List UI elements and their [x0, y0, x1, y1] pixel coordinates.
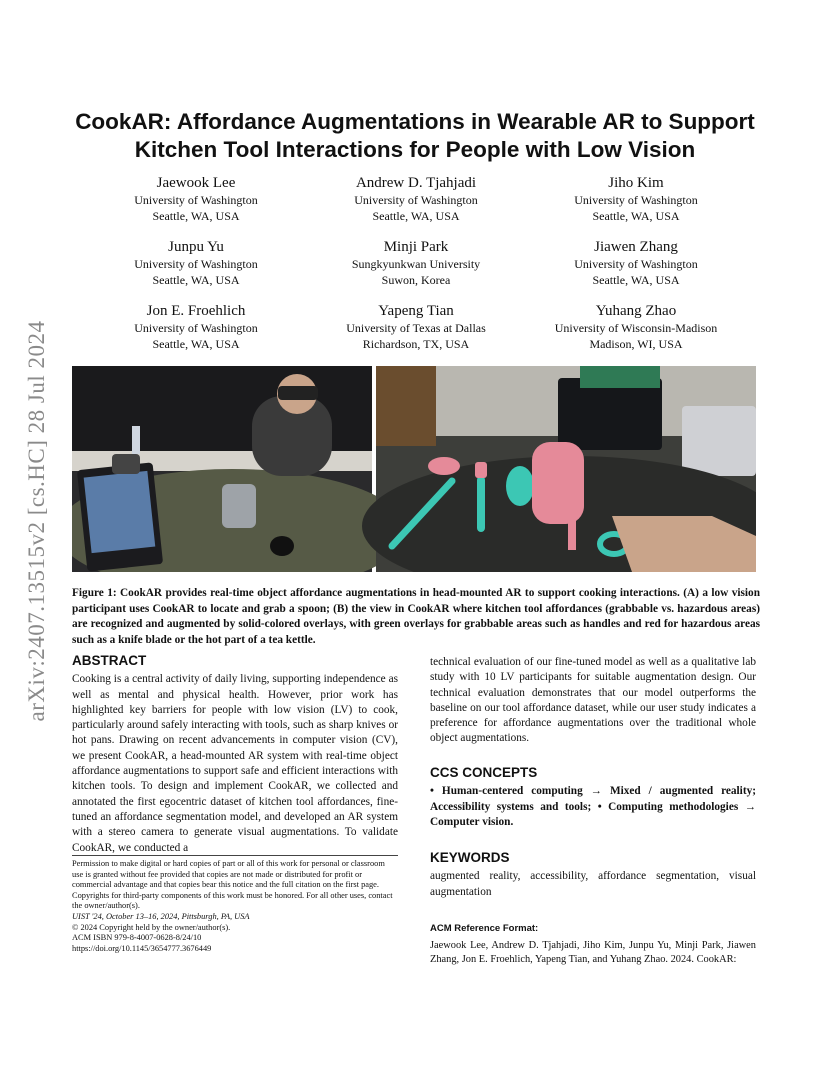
- ccs-heading: CCS CONCEPTS: [430, 765, 538, 780]
- author-name: Jon E. Froehlich: [146, 303, 246, 319]
- copyright-line: © 2024 Copyright held by the owner/author(s).: [72, 922, 231, 932]
- abstract-heading: ABSTRACT: [72, 653, 147, 668]
- author-location: Seattle, WA, USA: [592, 273, 680, 287]
- author-block: [526, 238, 746, 288]
- author-name: Yapeng Tian: [378, 303, 454, 319]
- author-block: [306, 302, 526, 352]
- author-affiliation: University of Washington: [574, 257, 698, 271]
- abstract-continuation: [430, 655, 756, 747]
- author-location: Seattle, WA, USA: [152, 209, 240, 223]
- author-block: [86, 238, 306, 288]
- keywords-section: [430, 850, 756, 900]
- acm-reference-text: Jaewook Lee, Andrew D. Tjahjadi, Jiho Kim, Junpu Yu, Minji Park, Jiawen Zhang, Jon E. Froehlich, Yapeng Tian, and Yuhang Zhao. 2024. CookAR:: [430, 940, 756, 966]
- author-name: Minji Park: [383, 239, 449, 255]
- author-affiliation: Sungkyunkwan University: [351, 257, 481, 271]
- keywords-heading: KEYWORDS: [430, 850, 510, 865]
- ccs-section: [430, 765, 756, 830]
- author-location: Suwon, Korea: [381, 273, 451, 287]
- teaser-photos: [72, 366, 756, 572]
- acm-reference-section: [430, 921, 756, 967]
- photo-participant-using-cookar: [72, 366, 407, 572]
- keywords-text: augmented reality, accessibility, affordance segmentation, visual augmentation: [430, 870, 756, 898]
- photo-cookar-ar-view: [362, 366, 756, 572]
- arxiv-identifier: arXiv:2407.13515v2 [cs.HC] 28 Jul 2024: [24, 320, 49, 722]
- author-location: Seattle, WA, USA: [372, 209, 460, 223]
- author-name: Jiho Kim: [608, 175, 664, 191]
- author-name: Junpu Yu: [168, 239, 224, 255]
- author-affiliation: University of Wisconsin-Madison: [554, 321, 718, 335]
- author-name: Jiawen Zhang: [594, 239, 678, 255]
- permission-notice: Permission to make digital or hard copies of part or all of this work for personal or classroom use is granted without fee provided that copies are not made or distributed for profit or commercial advantage and that copies bear this notice and the full citation on the first page. Copyrights for third-party components of this work must be honored. For all other uses, contact the owner/author(s).: [72, 859, 393, 911]
- abstract-section: [72, 653, 398, 856]
- abstract-body-continued: technical evaluation of our fine-tuned model as well as a qualitative lab study with 10 LV participants for suitable augmentation design. Our technical evaluation demonstrates that our model outperforms the baseline on our tool affordance dataset, while our user study indicates a preference for affordance augmentations over the traditional whole object augmentations.: [430, 656, 756, 745]
- author-location: Madison, WI, USA: [589, 337, 683, 351]
- author-block: [526, 302, 746, 352]
- author-name: Jaewook Lee: [156, 175, 236, 191]
- author-name: Andrew D. Tjahjadi: [355, 175, 477, 191]
- author-affiliation: University of Texas at Dallas: [346, 321, 486, 335]
- isbn-line: ACM ISBN 979-8-4007-0628-8/24/10: [72, 933, 202, 943]
- copyright-footnote: [72, 855, 398, 954]
- author-block: [526, 174, 746, 224]
- author-location: Richardson, TX, USA: [362, 337, 470, 351]
- acm-reference-heading: ACM Reference Format:: [430, 923, 539, 934]
- author-block: [86, 302, 306, 352]
- author-affiliation: University of Washington: [574, 193, 698, 207]
- author-block: [306, 174, 526, 224]
- author-affiliation: University of Washington: [134, 321, 258, 335]
- ccs-concepts: • Human-centered computing → Mixed / augmented reality; Accessibility systems and tools; • Computing methodologies → Computer vision.: [430, 785, 756, 828]
- figure-caption: Figure 1: CookAR provides real-time object affordance augmentations in head-mounted AR to support cooking interactions. (A) a low vision participant uses CookAR to locate and grab a spoon; (B) the view in CookAR where kitchen tool affordances (grabbable vs. hazardous areas) are recognized and augmented by solid-colored overlays, with green overlays for grabbable areas such as handles and red for hazardous areas such as a knife blade or the hot part of a tea kettle.: [72, 587, 760, 646]
- venue-line: UIST '24, October 13–16, 2024, Pittsburgh, PA, USA: [72, 911, 250, 921]
- paper-title: CookAR: Affordance Augmentations in Wearable AR to Support Kitchen Tool Interactions for People with Low Vision: [75, 109, 755, 162]
- author-location: Seattle, WA, USA: [152, 273, 240, 287]
- author-block: [86, 174, 306, 224]
- doi-link[interactable]: https://doi.org/10.1145/3654777.3676449: [72, 943, 212, 953]
- author-location: Seattle, WA, USA: [152, 337, 240, 351]
- author-affiliation: University of Washington: [134, 193, 258, 207]
- author-block: [306, 238, 526, 288]
- abstract-body: Cooking is a central activity of daily living, supporting independence as well as mental and physical health. However, prior work has highlighted key barriers for people with low vision (LV) to cook, particularly around safely interacting with tools, such as sharp knives or hot pans. Drawing on recent advancements in computer vision (CV), we present CookAR, a head-mounted AR system with real-time object affordance augmentations to support safe and efficient interactions with kitchen tools. To design and implement CookAR, we collected and annotated the first egocentric dataset of kitchen tool affordances, fine-tuned an affordance segmentation model, and developed an AR system with a stereo camera to generate visual augmentations. To validate CookAR, we conducted a: [72, 673, 398, 854]
- author-affiliation: University of Washington: [134, 257, 258, 271]
- author-name: Yuhang Zhao: [595, 303, 677, 319]
- teaser-figure: [72, 366, 756, 572]
- author-list: [86, 174, 746, 352]
- author-location: Seattle, WA, USA: [592, 209, 680, 223]
- author-affiliation: University of Washington: [354, 193, 478, 207]
